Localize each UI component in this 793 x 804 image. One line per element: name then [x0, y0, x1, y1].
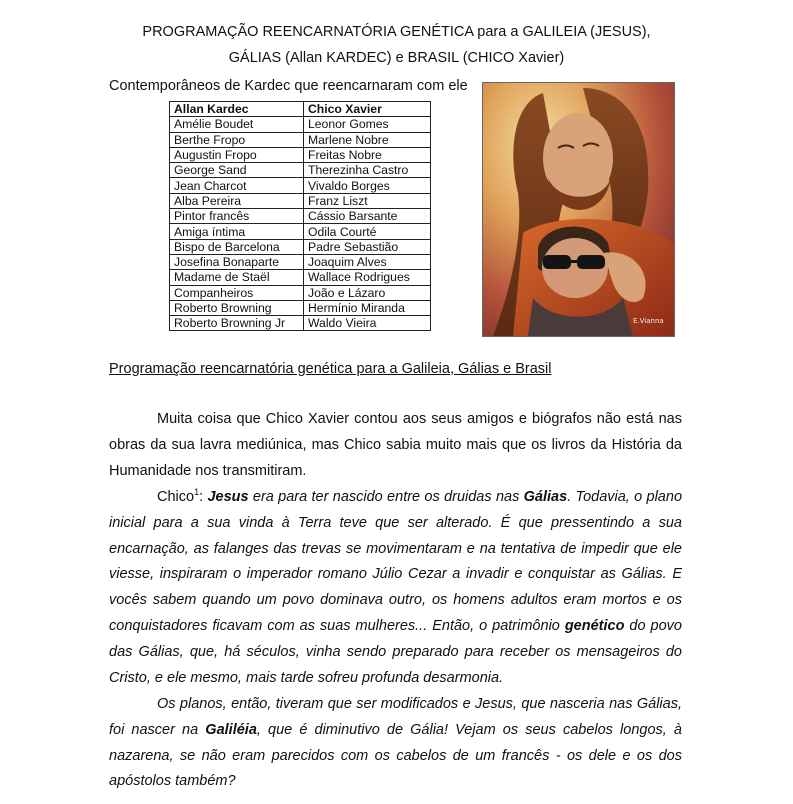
chico-contemporary-cell: Leonor Gomes	[304, 117, 431, 132]
chico-contemporary-cell: Hermínio Miranda	[304, 300, 431, 315]
table-row	[170, 193, 431, 208]
table-row	[170, 316, 431, 331]
column-header-chico: Chico Xavier	[304, 102, 431, 117]
column-header-kardec: Allan Kardec	[170, 102, 304, 117]
chico-glasses-left	[543, 255, 571, 269]
table-row	[170, 270, 431, 285]
paragraph-3-text-1: Os planos, então, tiveram que ser modificados e Jesus, que nasceria nas Gálias, foi nascer na	[109, 696, 682, 738]
paragraph-2	[109, 485, 682, 691]
paragraph-2-text-1: era para ter nascido entre os druidas nas	[248, 489, 524, 505]
table-row	[170, 224, 431, 239]
kardec-contemporary-cell: Berthe Fropo	[170, 132, 304, 147]
emphasis-jesus: Jesus	[207, 489, 249, 505]
contemporaries-table	[169, 101, 431, 331]
document-title-line-2: GÁLIAS (Allan KARDEC) e BRASIL (CHICO Xavier)	[228, 50, 565, 66]
table-row	[170, 254, 431, 269]
table-row	[170, 178, 431, 193]
jesus-and-chico-painting	[482, 82, 675, 337]
table-row	[170, 209, 431, 224]
speaker-name: Chico	[157, 489, 195, 505]
kardec-contemporary-cell: Josefina Bonaparte	[170, 254, 304, 269]
kardec-contemporary-cell: Amiga íntima	[170, 224, 304, 239]
table-row	[170, 117, 431, 132]
chico-contemporary-cell: Vivaldo Borges	[304, 178, 431, 193]
kardec-contemporary-cell: Augustin Fropo	[170, 147, 304, 162]
painting-signature: E.Vianna	[633, 317, 664, 325]
table-header-row	[170, 102, 431, 117]
kardec-contemporary-cell: Roberto Browning Jr	[170, 316, 304, 331]
paragraph-2-text-2: . Todavia, o plano inicial para a sua vinda à Terra teve que ser alterado. É que pressentindo a sua encarnação, as falanges das trevas se movimentaram e na tentativa de impedir que ele viesse, inspiraram o imperador romano Júlio Cezar a invadir e conquistar as Gálias. E vocês sabem quando um povo dominava outro, os homens adultos eram mortos e os conquistadores ficavam com as suas mulheres... Então, o patrimônio	[109, 489, 683, 634]
paragraph-3-text-2: , que é diminutivo de Gália! Vejam os seus cabelos longos, à nazarena, se não eram parecidos com os cabelos de um francês - os dele e os dos apóstolos também?	[109, 721, 682, 790]
chico-contemporary-cell: Franz Liszt	[304, 193, 431, 208]
chico-contemporary-cell: Wallace Rodrigues	[304, 270, 431, 285]
chico-contemporary-cell: Cássio Barsante	[304, 209, 431, 224]
chico-contemporary-cell: João e Lázaro	[304, 285, 431, 300]
table-body	[170, 117, 431, 331]
emphasis-galileia: Galiléia	[205, 721, 257, 738]
speaker-colon: :	[199, 489, 208, 505]
section-heading: Programação reencarnatória genética para a Galileia, Gálias e Brasil	[109, 361, 552, 377]
chico-contemporary-cell: Freitas Nobre	[304, 147, 431, 162]
kardec-contemporary-cell: George Sand	[170, 163, 304, 178]
paragraph-2-text-3: do povo das Gálias, que, há séculos, vinha sendo preparado para receber os mensageiros do Cristo, e ele mesmo, mais tarde sofreu profunda desarmonia.	[109, 617, 682, 686]
chico-contemporary-cell: Waldo Vieira	[304, 316, 431, 331]
kardec-contemporary-cell: Roberto Browning	[170, 300, 304, 315]
chico-contemporary-cell: Marlene Nobre	[304, 132, 431, 147]
table-row	[170, 163, 431, 178]
kardec-contemporary-cell: Madame de Staël	[170, 270, 304, 285]
table-row	[170, 132, 431, 147]
chico-glasses-right	[577, 255, 605, 269]
kardec-contemporary-cell: Jean Charcot	[170, 178, 304, 193]
paragraph-1: Muita coisa que Chico Xavier contou aos seus amigos e biógrafos não está nas obras da sua lavra mediúnica, mas Chico sabia muito mais que os livros da História da Humanidade nos transmitiram.	[109, 411, 682, 479]
table-row	[170, 300, 431, 315]
table-row	[170, 285, 431, 300]
emphasis-galias: Gálias	[523, 489, 568, 505]
kardec-contemporary-cell: Pintor francês	[170, 209, 304, 224]
chico-contemporary-cell: Therezinha Castro	[304, 163, 431, 178]
paragraph-3	[109, 692, 682, 795]
kardec-contemporary-cell: Companheiros	[170, 285, 304, 300]
chico-contemporary-cell: Padre Sebastião	[304, 239, 431, 254]
kardec-contemporary-cell: Amélie Boudet	[170, 117, 304, 132]
emphasis-genetico: genético	[564, 617, 625, 634]
table-caption: Contemporâneos de Kardec que reencarnaram com ele	[109, 78, 468, 94]
kardec-contemporary-cell: Bispo de Barcelona	[170, 239, 304, 254]
chico-contemporary-cell: Joaquim Alves	[304, 254, 431, 269]
table-row	[170, 239, 431, 254]
table-row	[170, 147, 431, 162]
document-title-line-1: PROGRAMAÇÃO REENCARNATÓRIA GENÉTICA para a GALILEIA (JESUS),	[142, 24, 651, 40]
chico-contemporary-cell: Odila Courté	[304, 224, 431, 239]
kardec-contemporary-cell: Alba Pereira	[170, 193, 304, 208]
footnote-marker: 1	[194, 487, 200, 498]
